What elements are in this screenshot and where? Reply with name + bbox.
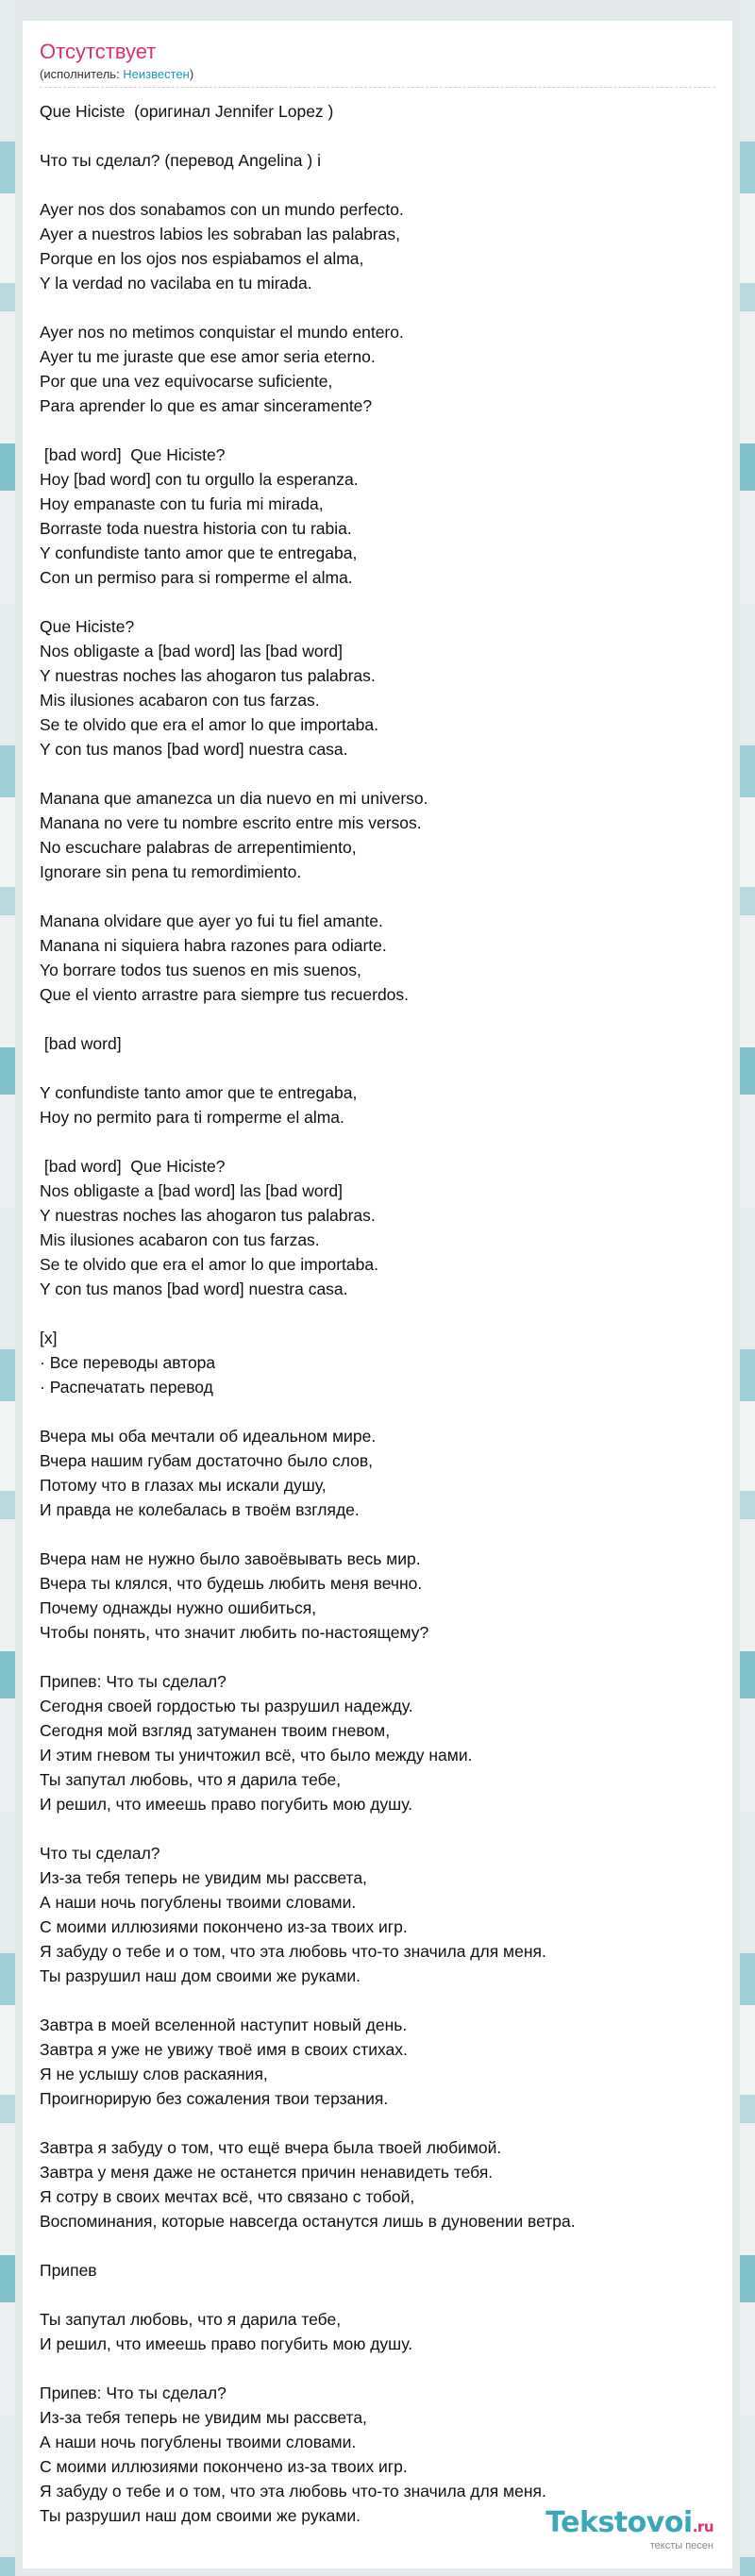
lyric-line: Завтра я забуду о том, что ещё вчера была твоей любимой.: [40, 2138, 502, 2157]
lyric-line: Se te olvido que era el amor lo que importaba.: [40, 1255, 378, 1274]
lyric-line: С моими иллюзиями покончено из-за твоих игр.: [40, 1917, 408, 1936]
blank-line: [40, 124, 715, 148]
lyric-line: Вчера ты клялся, что будешь любить меня вечно.: [40, 1574, 423, 1593]
lyric-line: Por que una vez equivocarse suficiente,: [40, 372, 333, 391]
blank-line: [40, 2111, 715, 2135]
lyric-line: Se te olvido que era el amor lo que importaba.: [40, 715, 378, 734]
blank-line: [40, 173, 715, 197]
lyric-line: Porque en los ojos nos espiabamos el alma,: [40, 249, 364, 268]
lyric-line: Я забуду о тебе и о том, что эта любовь что-то значила для меня.: [40, 2482, 546, 2501]
lyric-line: И правда не колебалась в твоём взгляде.: [40, 1500, 360, 1519]
lyric-line: Вчера нашим губам достаточно было слов,: [40, 1451, 374, 1470]
lyric-line: Я сотру в своих мечтах всё, что связано с тобой,: [40, 2187, 415, 2206]
lyric-line: Припев: [40, 2261, 97, 2280]
lyric-line: Manana que amanezca un dia nuevo en mi universo.: [40, 789, 428, 808]
blank-line: [40, 2283, 715, 2307]
blank-line: [40, 1816, 715, 1841]
blank-line: [40, 884, 715, 909]
lyric-line: Вчера мы оба мечтали об идеальном мире.: [40, 1427, 377, 1446]
lyric-line: Ayer tu me juraste que ese amor seria eterno.: [40, 347, 376, 366]
lyric-line: Para aprender lo que es amar sinceramente?: [40, 396, 373, 415]
artist-suffix: ): [189, 67, 194, 81]
header: [40, 40, 715, 88]
lyric-line: Hoy no permito para ti romperme el alma.: [40, 1108, 344, 1127]
artist-line: [40, 66, 715, 83]
lyric-line: Чтобы понять, что значит любить по-настоящему?: [40, 1623, 429, 1642]
lyric-line: Mis ilusiones acabaron con tus farzas.: [40, 1230, 320, 1249]
lyric-line: Завтра у меня даже не останется причин ненавидеть тебя.: [40, 2163, 494, 2182]
lyric-line: [bad word] Que Hiciste?: [40, 445, 226, 464]
lyric-line: Воспоминания, которые навсегда останутся лишь в дуновении ветра.: [40, 2212, 576, 2231]
artist-link[interactable]: Неизвестен: [123, 67, 190, 81]
lyric-line: И этим гневом ты уничтожил всё, что было между нами.: [40, 1746, 473, 1765]
lyric-line: Я забуду о тебе и о том, что эта любовь что-то значила для меня.: [40, 1942, 546, 1961]
lyric-line: Из-за тебя теперь не увидим мы рассвета,: [40, 2408, 367, 2427]
lyric-line: Y nuestras noches las ahogaron tus palabras.: [40, 666, 376, 685]
page-title: Отсутствует: [40, 40, 157, 63]
blank-line: [40, 1988, 715, 2013]
lyric-line: Con un permiso para si romperme el alma.: [40, 568, 353, 587]
header-divider: [40, 87, 715, 88]
lyric-line: Ты запутал любовь, что я дарила тебе,: [40, 2310, 342, 2329]
lyric-line: Manana olvidare que ayer yo fui tu fiel amante.: [40, 912, 383, 930]
lyric-line: Borraste toda nuestra historia con tu rabia.: [40, 519, 352, 538]
blank-line: [40, 590, 715, 614]
lyric-line: С моими иллюзиями покончено из-за твоих игр.: [40, 2457, 408, 2476]
lyric-line: И решил, что имеешь право погубить мою душу.: [40, 1795, 413, 1814]
lyric-line: Ты разрушил наш дом своими же руками.: [40, 1966, 361, 1985]
lyric-line: Yo borrare todos tus suenos en mis suenos,: [40, 961, 361, 979]
lyric-line: Ты разрушил наш дом своими же руками.: [40, 2506, 361, 2525]
blank-line: [40, 2233, 715, 2258]
lyric-line: Потому что в глазах мы искали душу,: [40, 1476, 327, 1495]
blank-line: [40, 1645, 715, 1669]
lyric-line: Manana no vere tu nombre escrito entre mis versos.: [40, 813, 422, 832]
blank-line: [40, 1522, 715, 1547]
lyric-line: А наши ночь погублены твоими словами.: [40, 1893, 357, 1912]
lyric-line[interactable]: · Распечатать перевод: [40, 1378, 213, 1397]
lyric-line: Y confundiste tanto amor que te entregaba,: [40, 1083, 358, 1102]
artist-prefix: (исполнитель:: [40, 67, 124, 81]
lyric-line: [x]: [40, 1329, 58, 1347]
blank-line: [40, 1007, 715, 1031]
lyric-line: Завтра я уже не увижу твоё имя в своих стихах.: [40, 2040, 408, 2059]
lyric-line: Nos obligaste a [bad word] las [bad word]: [40, 642, 344, 661]
lyric-line: Y con tus manos [bad word] nuestra casa.: [40, 740, 348, 759]
blank-line: [40, 295, 715, 320]
lyric-line: А наши ночь погублены твоими словами.: [40, 2433, 357, 2451]
blank-line: [40, 1399, 715, 1424]
blank-line: [40, 2356, 715, 2381]
blank-line: [40, 1301, 715, 1326]
left-decorative-stripes: [0, 0, 15, 2576]
lyric-line: Ayer nos no metimos conquistar el mundo entero.: [40, 323, 404, 342]
lyric-line: Из-за тебя теперь не увидим мы рассвета,: [40, 1868, 367, 1887]
lyric-line: Проигнорирую без сожаления твои терзания.: [40, 2089, 389, 2108]
lyric-line: Что ты сделал?: [40, 1844, 160, 1863]
lyric-line: Y con tus manos [bad word] nuestra casa.: [40, 1280, 348, 1298]
lyric-line: Que Hiciste (оригинал Jennifer Lopez ): [40, 102, 334, 121]
lyric-line: Почему однажды нужно ошибиться,: [40, 1598, 317, 1617]
lyric-line: Ayer a nuestros labios les sobraban las palabras,: [40, 225, 400, 243]
lyrics-body: [40, 99, 715, 2528]
blank-line: [40, 1056, 715, 1080]
lyric-line: Hoy empanaste con tu furia mi mirada,: [40, 494, 324, 513]
lyric-line: Que Hiciste?: [40, 617, 135, 636]
lyric-line: Y la verdad no vacilaba en tu mirada.: [40, 274, 312, 293]
lyric-line: Que el viento arrastre para siempre tus recuerdos.: [40, 985, 410, 1004]
lyric-line: No escuchare palabras de arrepentimiento,: [40, 838, 357, 857]
lyric-line: Сегодня мой взгляд затуманен твоим гневом,: [40, 1721, 391, 1740]
lyric-line[interactable]: · Все переводы автора: [40, 1353, 216, 1372]
lyric-line: Завтра в моей вселенной наступит новый день.: [40, 2016, 408, 2034]
lyric-line: И решил, что имеешь право погубить мою душу.: [40, 2334, 413, 2353]
logo-tld: .ru: [692, 2518, 713, 2535]
site-logo[interactable]: [545, 2508, 713, 2551]
blank-line: [40, 418, 715, 443]
lyric-line: Hoy [bad word] con tu orgullo la esperanza.: [40, 470, 359, 489]
lyric-line: Nos obligaste a [bad word] las [bad word]: [40, 1181, 344, 1200]
logo-main-text: Tekstovoi: [545, 2506, 693, 2539]
lyric-line: Y confundiste tanto amor que te entregaba,: [40, 544, 358, 562]
lyric-line: Я не услышу слов раскаяния,: [40, 2065, 268, 2083]
content-card: [23, 21, 732, 2568]
blank-line: [40, 1129, 715, 1154]
lyric-line: Ignorare sin pena tu remordimiento.: [40, 862, 302, 881]
lyric-line: Y nuestras noches las ahogaron tus palabras.: [40, 1206, 376, 1225]
logo-tagline: тексты песен: [649, 2540, 713, 2551]
lyric-line: Вчера нам не нужно было завоёвывать весь мир.: [40, 1549, 421, 1568]
right-decorative-stripes: [740, 0, 755, 2576]
lyric-line: Что ты сделал? (перевод Angelina ) i: [40, 151, 321, 170]
lyric-line: Сегодня своей гордостью ты разрушил надежду.: [40, 1697, 413, 1715]
lyric-line: Ayer nos dos sonabamos con un mundo perfecto.: [40, 200, 404, 219]
lyric-line: Ты запутал любовь, что я дарила тебе,: [40, 1770, 342, 1789]
lyric-line: Припев: Что ты сделал?: [40, 2384, 226, 2402]
lyric-line: Припев: Что ты сделал?: [40, 1672, 226, 1691]
blank-line: [40, 761, 715, 786]
lyric-line: Mis ilusiones acabaron con tus farzas.: [40, 691, 320, 710]
logo-wordmark: [545, 2508, 713, 2542]
lyric-line: [bad word]: [40, 1034, 122, 1053]
lyric-line: [bad word] Que Hiciste?: [40, 1157, 226, 1176]
lyric-line: Manana ni siquiera habra razones para odiarte.: [40, 936, 387, 955]
